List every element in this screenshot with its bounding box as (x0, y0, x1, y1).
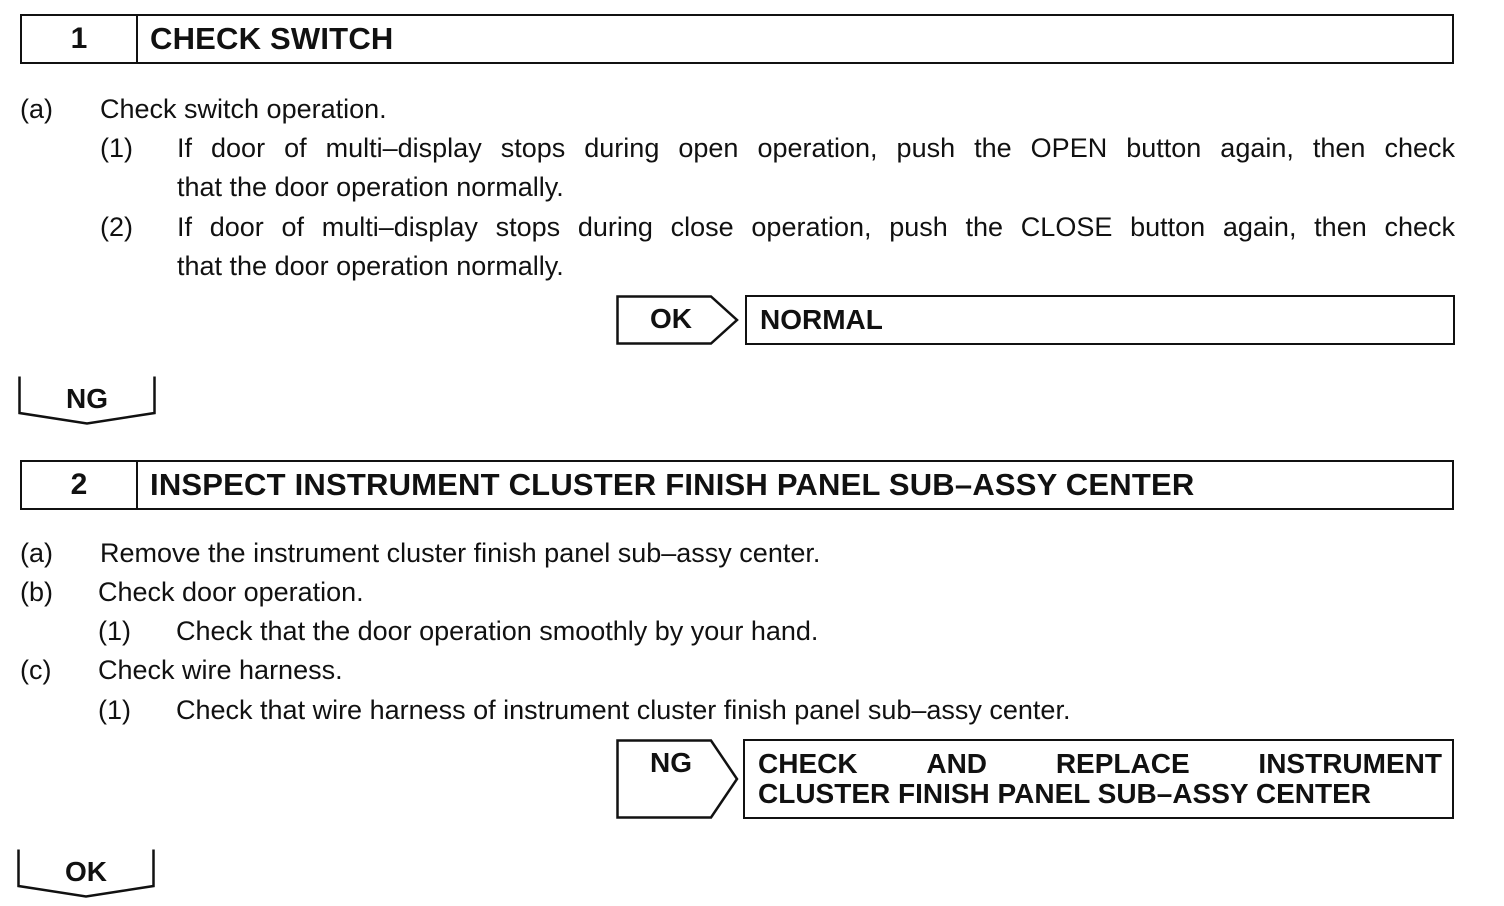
step-2-header (20, 460, 1454, 510)
step-2-ok-label: OK (65, 856, 107, 887)
step-2-number: 2 (22, 462, 138, 508)
step-2-a-text: Remove the instrument cluster finish panel sub–assy center. (100, 538, 821, 568)
step-2-c1-label: (1) (98, 695, 131, 725)
step-2-replace-word-and: AND (926, 748, 988, 779)
step-2-c-text: Check wire harness. (98, 655, 343, 685)
step-2-replace-line2: CLUSTER FINISH PANEL SUB–ASSY CENTER (758, 778, 1371, 809)
step-1-a-label: (a) (20, 94, 53, 124)
step-2-c-label: (c) (20, 655, 52, 685)
step-2-b-text: Check door operation. (98, 577, 364, 607)
step-2-b-label: (b) (20, 577, 53, 607)
step-1-item-2-line1: If door of multi–display stops during close operation, push the CLOSE button again, then check (177, 212, 1455, 242)
step-2-ng-arrow (616, 739, 740, 819)
step-2-replace-word-replace: REPLACE (1055, 748, 1190, 779)
step-1-ok-arrow (616, 295, 740, 345)
step-2-replace-line1 (758, 748, 1442, 780)
step-2-b1-label: (1) (98, 616, 131, 646)
step-1-item-2-label: (2) (100, 212, 133, 242)
step-2-a-label: (a) (20, 538, 53, 568)
step-1-number: 1 (22, 16, 138, 62)
step-1-item-1-line1: If door of multi–display stops during open operation, push the OPEN button again, then check (177, 133, 1455, 163)
step-1-item-1-line2: that the door operation normally. (177, 172, 564, 202)
step-1-item-2-line2: that the door operation normally. (177, 251, 564, 281)
step-1-header (20, 14, 1454, 64)
step-2-b1-text: Check that the door operation smoothly by your hand. (176, 616, 819, 646)
step-2-title: INSPECT INSTRUMENT CLUSTER FINISH PANEL SUB–ASSY CENTER (150, 467, 1195, 502)
step-1-normal-box (745, 295, 1455, 345)
step-2-replace-word-instrument: INSTRUMENT (1258, 748, 1442, 779)
step-1-ok-label: OK (650, 303, 692, 334)
step-2-c1-text: Check that wire harness of instrument cluster finish panel sub–assy center. (176, 695, 1071, 725)
step-1-ng-tab (18, 375, 156, 425)
step-2-ng-label: NG (650, 747, 692, 778)
step-1-normal-text: NORMAL (760, 304, 883, 335)
step-2-ok-tab (17, 848, 155, 898)
step-1-title: CHECK SWITCH (150, 21, 394, 56)
step-2-replace-box (743, 739, 1454, 819)
step-1-ng-label: NG (66, 383, 108, 414)
step-2-replace-word-check: CHECK (758, 748, 858, 779)
step-1-a-text: Check switch operation. (100, 94, 387, 124)
step-1-item-1-label: (1) (100, 133, 133, 163)
